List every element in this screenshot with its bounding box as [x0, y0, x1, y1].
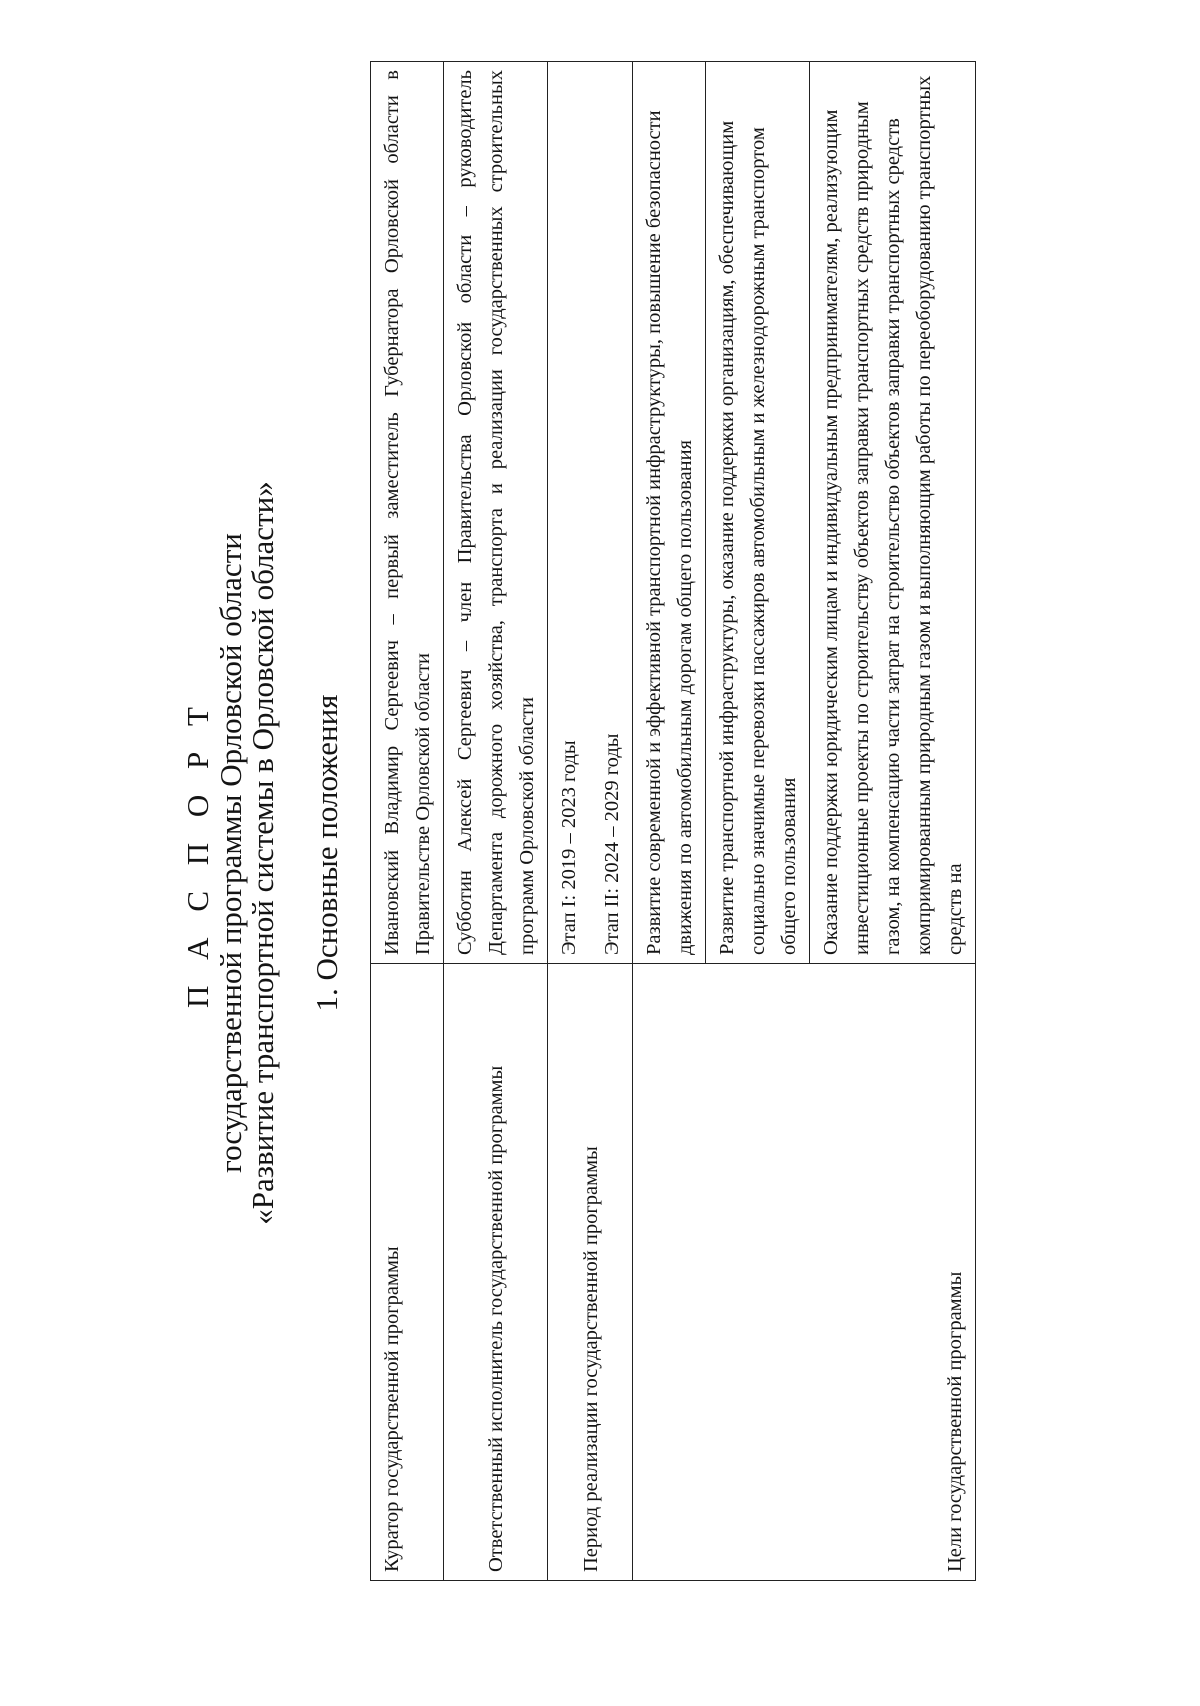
- goal-item: Развитие транспортной инфраструктуры, оказание поддержки организациям, обеспечивающим социально значимые перевозки пассажиров автомобильным и железнодорожным транспортом общего пользования: [705, 62, 809, 963]
- program-name: «Развитие транспортной системы в Орловской области»: [245, 481, 280, 1225]
- period-value: [548, 62, 633, 964]
- section-heading: 1. Основные положения: [309, 694, 344, 1012]
- table-row-curator: [371, 62, 444, 1581]
- period-label: Период реализации государственной программы: [548, 964, 633, 1581]
- program-subtitle: государственной программы Орловской области: [213, 533, 248, 1173]
- executor-value: Субботин Алексей Сергеевич – член Правительства Орловской области – руководитель Департамента дорожного хозяйства, транспорта и реализации государственных строительных программ Орловской области: [444, 62, 548, 964]
- passport-table: [370, 61, 976, 1581]
- goal-item: Развитие современной и эффективной транспортной инфраструктуры, повышение безопасности движения по автомобильным дорогам общего пользования: [643, 110, 696, 955]
- table-row-goals: [633, 62, 976, 1581]
- table-row-executor: [444, 62, 548, 1581]
- curator-value: Ивановский Владимир Сергеевич – первый заместитель Губернатора Орловской области в Правительстве Орловской области: [371, 62, 444, 964]
- passport-title: П А С П О Р Т: [180, 698, 215, 1008]
- curator-label: Куратор государственной программы: [371, 964, 444, 1581]
- period-stage-2: Этап II: 2024 – 2029 годы: [601, 733, 623, 955]
- table-row-period: [548, 62, 633, 1581]
- goal-item: Оказание поддержки юридическим лицам и индивидуальным предпринимателям, реализующим инвестиционные проекты по строительству объектов заправки транспортных средств природным газом, на компенсацию части затрат на строительство объектов заправки транспортных средств компримированным природным газом и выполняющим работы по переоборудованию транспортных средств на: [809, 62, 975, 963]
- executor-label: Ответственный исполнитель государственной программы: [444, 964, 548, 1581]
- goals-label: Цели государственной программы: [633, 964, 976, 1581]
- goals-value: [633, 62, 976, 964]
- period-stage-1: Этап I: 2019 – 2023 годы: [558, 740, 580, 955]
